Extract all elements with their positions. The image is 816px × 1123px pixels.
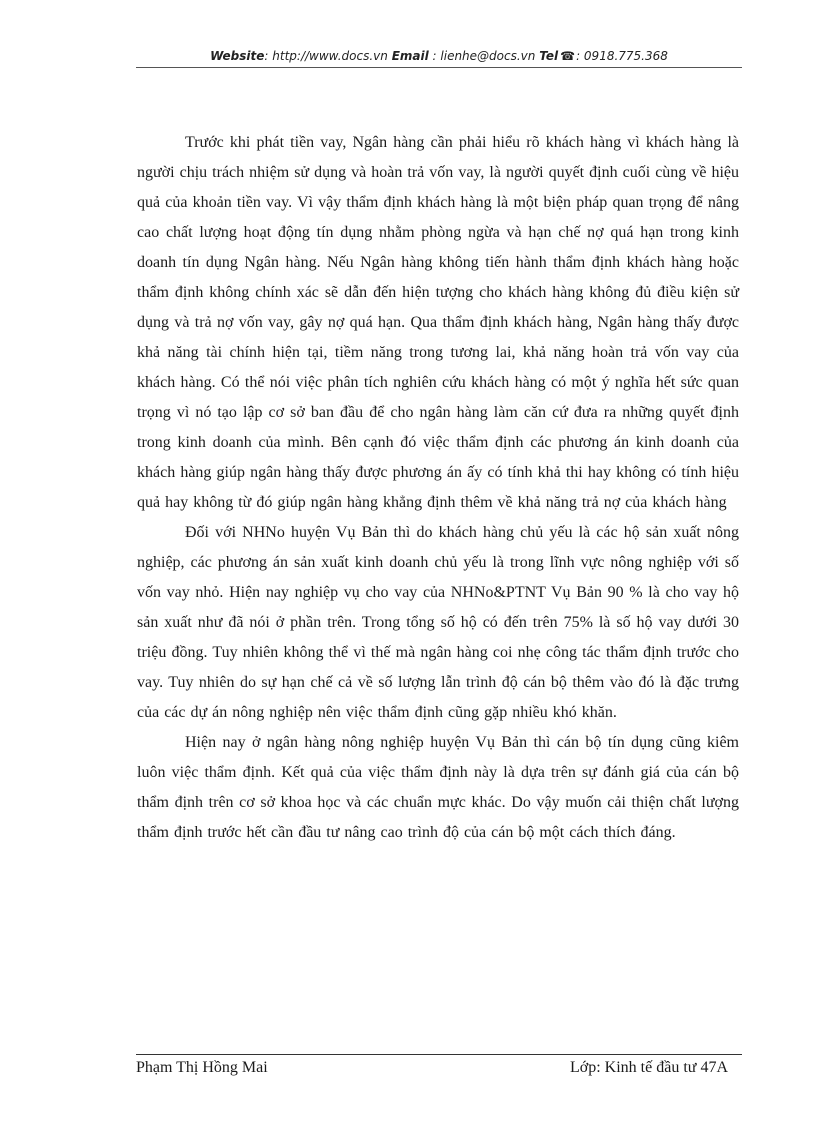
tel-value: : 0918.775.368 — [576, 49, 668, 63]
footer-author: Phạm Thị Hồng Mai — [136, 1059, 268, 1076]
phone-icon: ☎ — [560, 49, 576, 63]
footer-divider — [136, 1054, 742, 1055]
email-label: Email — [391, 49, 429, 63]
paragraph: Trước khi phát tiền vay, Ngân hàng cần phải hiểu rõ khách hàng vì khách hàng là người chịu trách nhiệm sử dụng và hoàn trả vốn vay, là người quyết định cuối cùng về hiệu quả của khoản tiền vay. Vì vậy thẩm định khách hàng là một biện pháp quan trọng để nâng cao chất lượng hoạt động tín dụng nhằm phòng ngừa và hạn chế nợ quá hạn trong kinh doanh tín dụng Ngân hàng. Nếu Ngân hàng không tiến hành thẩm định khách hàng hoặc thẩm định không chính xác sẽ dẫn đến hiện tượng cho khách hàng không đủ điều kiện sử dụng và trả nợ vốn vay, gây nợ quá hạn. Qua thẩm định khách hàng, Ngân hàng thấy được khả năng tài chính hiện tại, tiềm năng trong tương lai, khả năng hoàn trả vốn vay của khách hàng. Có thể nói việc phân tích nghiên cứu khách hàng có một ý nghĩa hết sức quan trọng vì nó tạo lập cơ sở ban đầu để cho ngân hàng làm căn cứ đưa ra những quyết định trong kinh doanh của mình. Bên cạnh đó việc thẩm định các phương án kinh doanh của khách hàng giúp ngân hàng thấy được phương án ấy có tính khả thi hay không có tính hiệu quả hay không từ đó giúp ngân hàng khẳng định thêm về khả năng trả nợ của khách hàng — [137, 134, 739, 511]
website-label: Website — [210, 49, 265, 63]
document-body — [137, 128, 739, 848]
paragraph: Đối với NHNo huyện Vụ Bản thì do khách hàng chủ yếu là các hộ sản xuất nông nghiệp, các phương án sản xuất kinh doanh chủ yếu là trong lĩnh vực nông nghiệp với số vốn vay nhỏ. Hiện nay nghiệp vụ cho vay của NHNo&PTNT Vụ Bản 90 % là cho vay hộ sản xuất như đã nói ở phần trên. Trong tổng số hộ có đến trên 75% là số hộ vay dưới 30 triệu đồng. Tuy nhiên không thể vì thế mà ngân hàng coi nhẹ công tác thẩm định trước cho vay. Tuy nhiên do sự hạn chế cả về số lượng lẫn trình độ cán bộ thêm vào đó là đặc trưng của các dự án nông nghiệp nên việc thẩm định cũng gặp nhiều khó khăn. — [137, 524, 739, 721]
paragraph: Hiện nay ở ngân hàng nông nghiệp huyện Vụ Bản thì cán bộ tín dụng cũng kiêm luôn việc thẩm định. Kết quả của việc thẩm định này là dựa trên sự đánh giá của cán bộ thẩm định trên cơ sở khoa học và các chuẩn mực khác. Do vậy muốn cải thiện chất lượng thẩm định trước hết cần đầu tư nâng cao trình độ của cán bộ một cách thích đáng. — [137, 734, 739, 841]
tel-label: Tel — [539, 49, 559, 63]
footer-class: Lớp: Kinh tế đầu tư 47A — [570, 1059, 728, 1076]
website-value: : http://www.docs.vn — [264, 49, 388, 63]
page-header — [136, 47, 742, 65]
header-divider — [136, 67, 742, 68]
email-value: : lienhe@docs.vn — [432, 49, 536, 63]
